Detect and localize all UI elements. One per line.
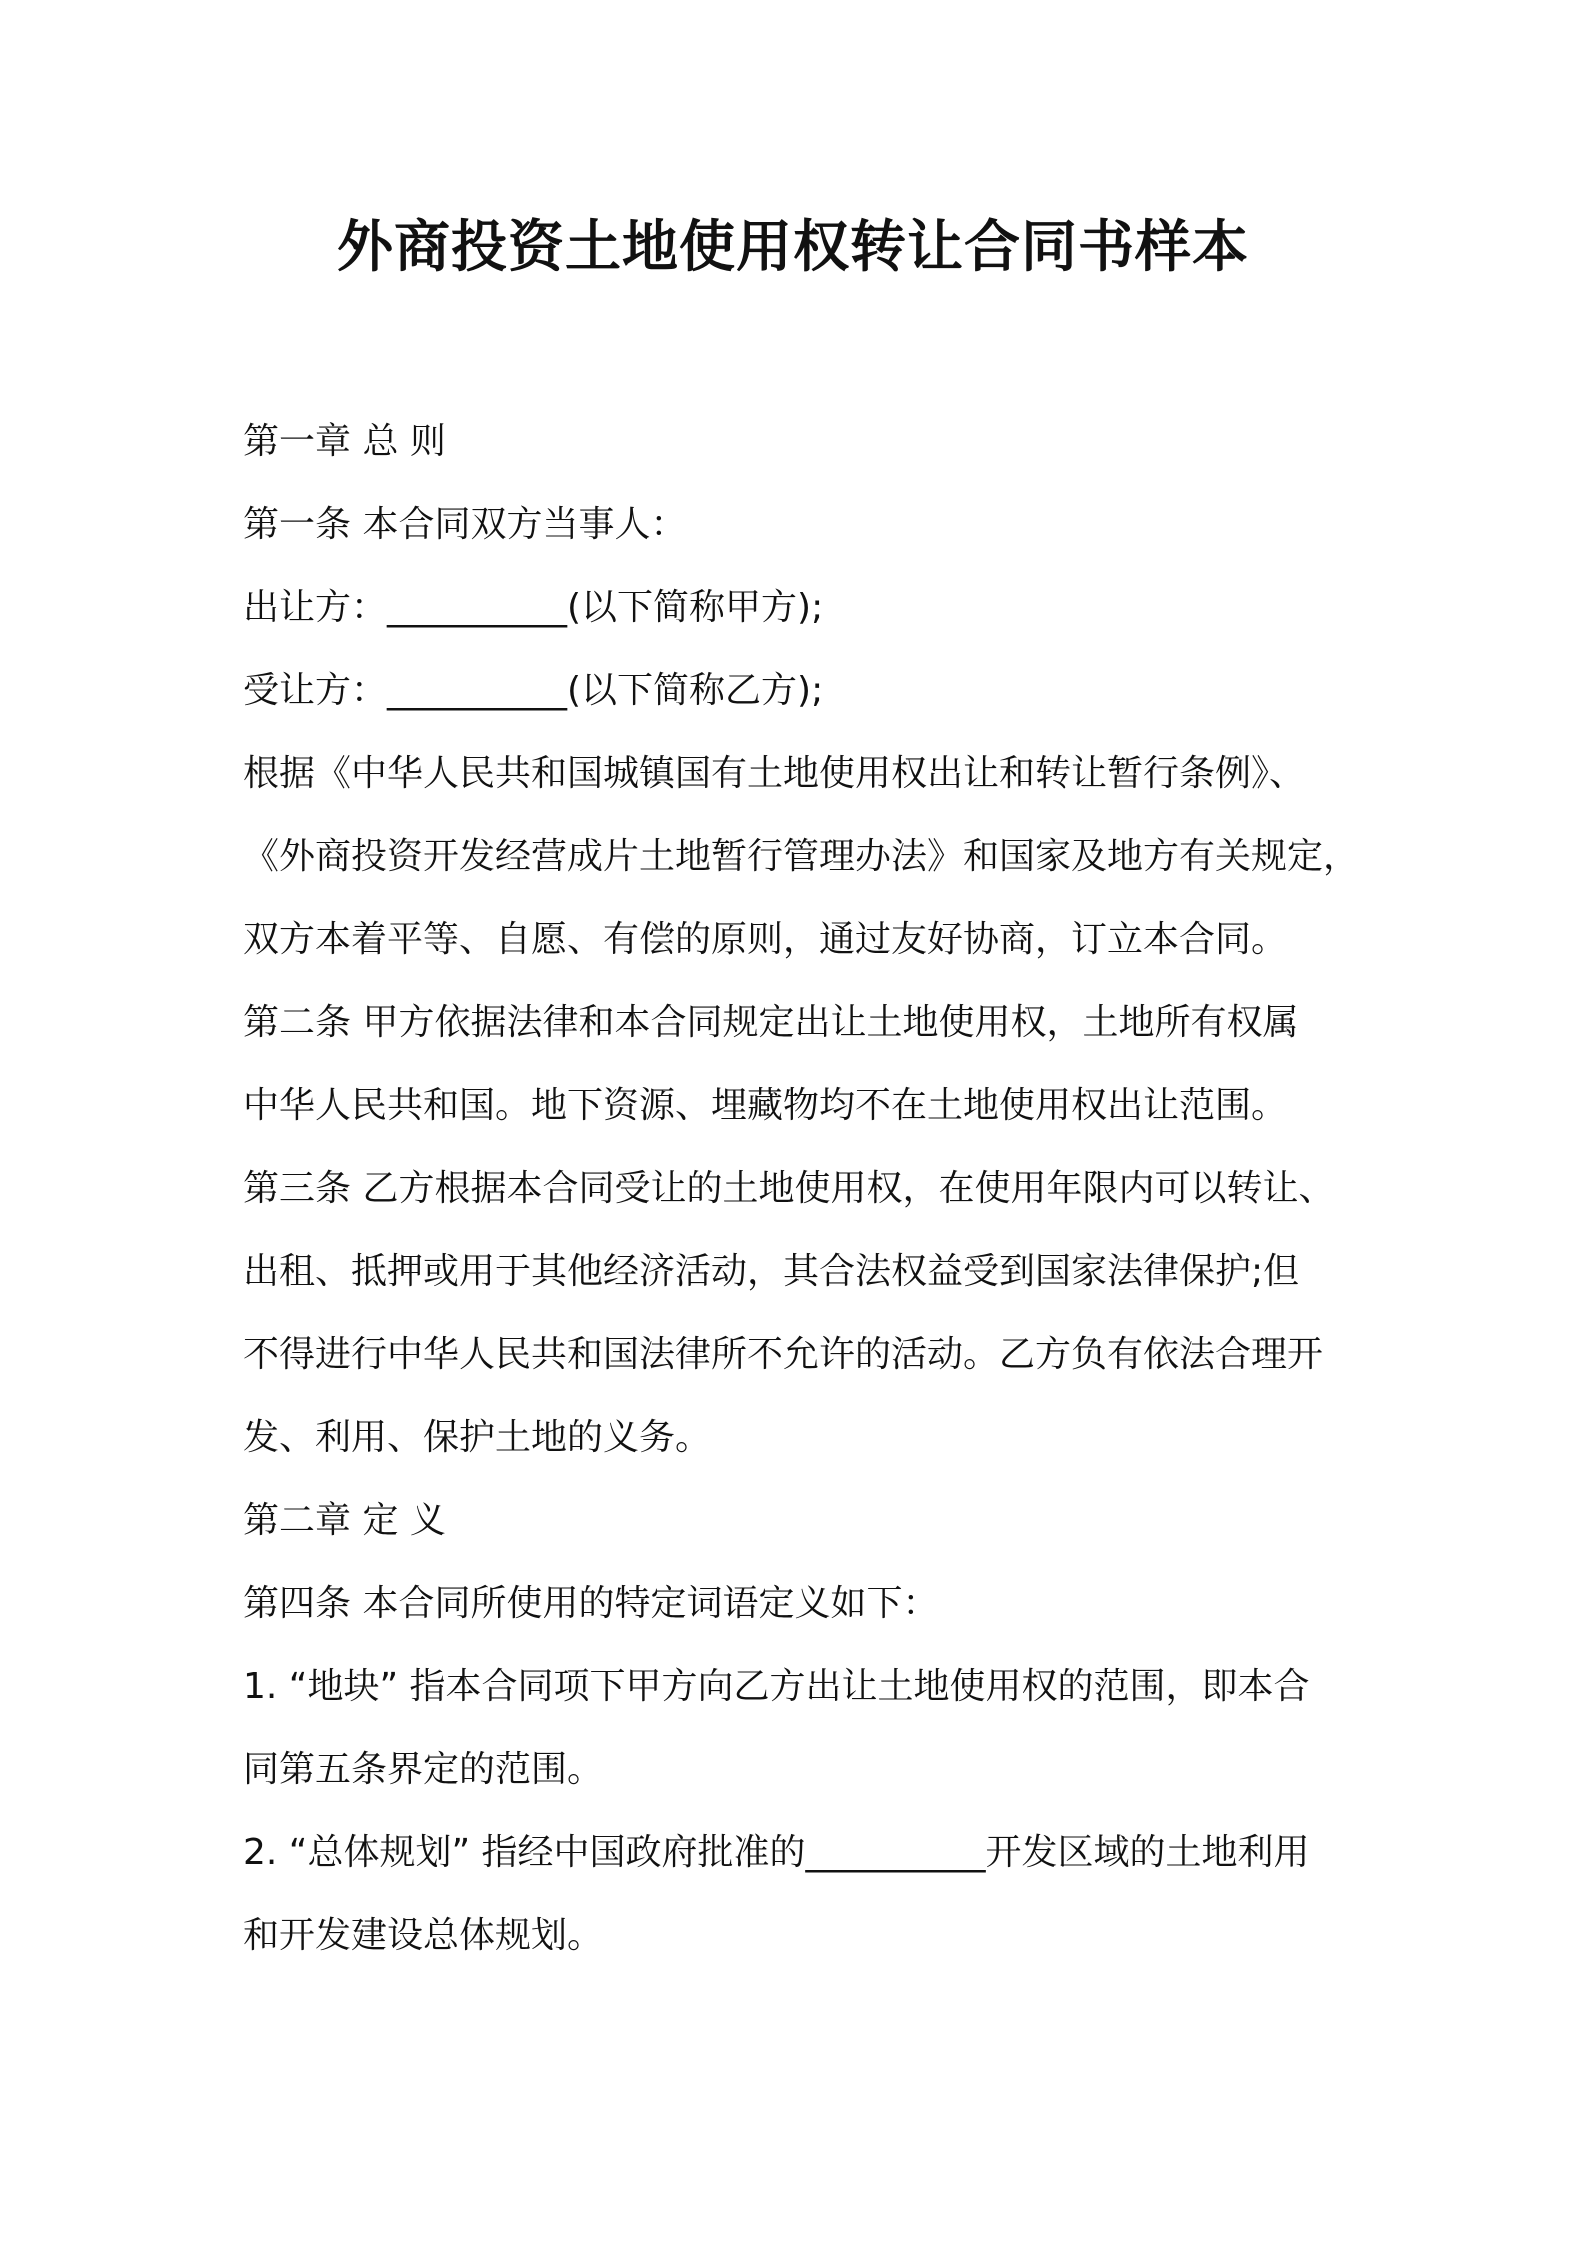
- text-line: 第一章 总 则: [243, 421, 446, 462]
- text-line: 出让方：__________(以下简称甲方);: [243, 587, 824, 628]
- text-line: 2. “总体规划” 指经中国政府批准的__________开发区域的土地利用: [243, 1832, 1310, 1873]
- text-line: 第二条 甲方依据法律和本合同规定出让土地使用权，土地所有权属: [243, 1002, 1299, 1043]
- text-line: 根据《中华人民共和国城镇国有土地使用权出让和转让暂行条例》、: [243, 753, 1306, 794]
- document-body: [243, 400, 1383, 1977]
- text-line: 发、利用、保护土地的义务。: [243, 1417, 712, 1458]
- text-line: 同第五条界定的范围。: [243, 1749, 604, 1790]
- document-title: 外商投资土地使用权转让合同书样本: [337, 215, 1249, 280]
- text-line: 《外商投资开发经营成片土地暂行管理办法》和国家及地方有关规定，: [243, 836, 1360, 877]
- text-line: 第二章 定 义: [243, 1500, 446, 1541]
- text-line: 和开发建设总体规划。: [243, 1915, 604, 1956]
- text-line: 第四条 本合同所使用的特定词语定义如下：: [243, 1583, 939, 1624]
- text-line: 中华人民共和国。地下资源、埋藏物均不在土地使用权出让范围。: [243, 1085, 1288, 1126]
- text-line: 受让方：__________(以下简称乙方);: [243, 670, 824, 711]
- text-line: 第三条 乙方根据本合同受让的土地使用权，在使用年限内可以转让、: [243, 1168, 1335, 1209]
- text-line: 不得进行中华人民共和国法律所不允许的活动。乙方负有依法合理开: [243, 1334, 1324, 1375]
- text-line: 双方本着平等、自愿、有偿的原则，通过友好协商，订立本合同。: [243, 919, 1288, 960]
- text-line: 出租、抵押或用于其他经济活动，其合法权益受到国家法律保护;但: [243, 1251, 1300, 1292]
- text-line: 第一条 本合同双方当事人：: [243, 504, 687, 545]
- text-line: 1. “地块” 指本合同项下甲方向乙方出让土地使用权的范围，即本合: [243, 1666, 1310, 1707]
